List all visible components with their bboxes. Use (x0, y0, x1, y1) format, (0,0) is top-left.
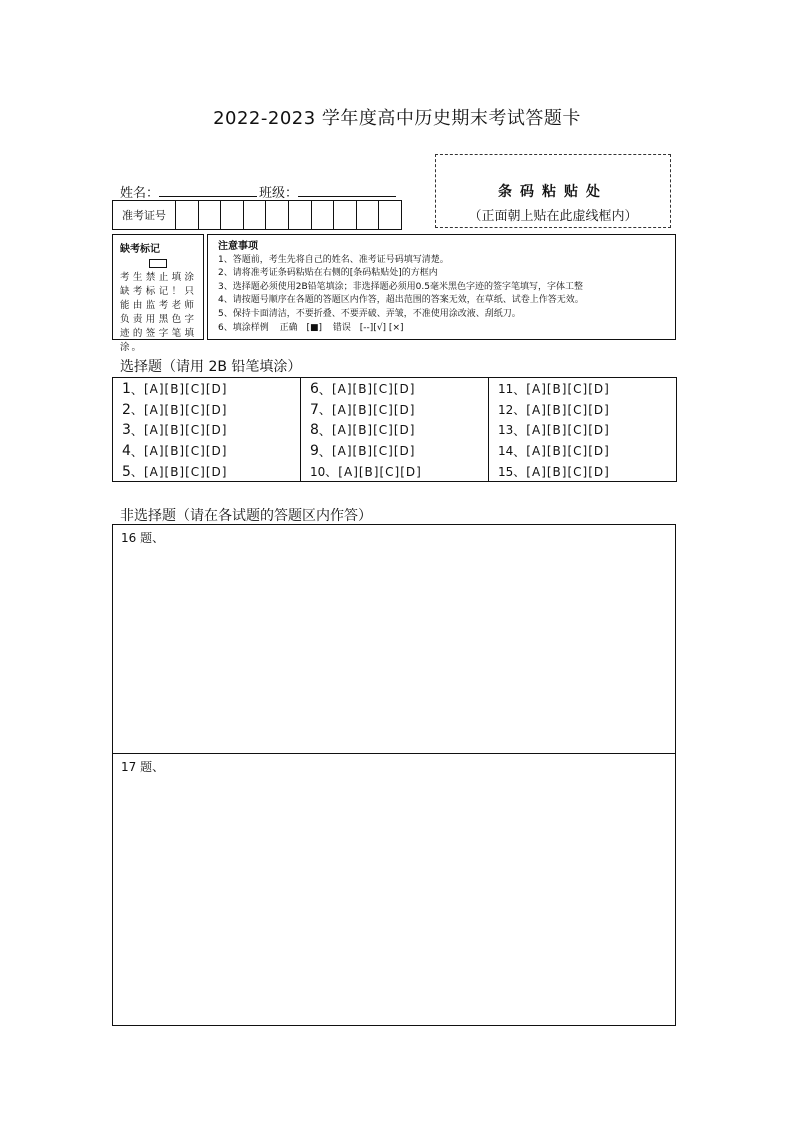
notes-item: 1、答题前，考生先将自己的姓名、准考证号码填写清楚。 (218, 254, 449, 265)
exam-id-cell[interactable] (176, 201, 199, 229)
answer-box-q17[interactable] (113, 754, 675, 1025)
question-separator: 、 (513, 403, 527, 418)
wrong-label: 错误 (332, 322, 351, 333)
question-number: 2 (122, 401, 131, 418)
answer-options[interactable]: [A][B][C][D] (143, 423, 228, 438)
exam-id-row (112, 200, 402, 230)
choice-column (113, 378, 301, 481)
exam-id-cell[interactable] (312, 201, 335, 229)
name-field[interactable] (159, 184, 257, 197)
question-number: 9 (310, 443, 319, 460)
exam-id-cell[interactable] (221, 201, 244, 229)
question-separator: 、 (318, 382, 332, 397)
notes-item: 2、请将准考证条码粘贴在右侧的[条码粘贴处]的方框内 (218, 268, 438, 279)
choice-column (489, 378, 676, 481)
answer-options[interactable]: [A][B][C][D] (143, 402, 228, 417)
student-info-line (120, 182, 396, 201)
question-label: 17 题、 (121, 760, 165, 774)
question-separator: 、 (513, 423, 527, 438)
question-number: 15 (498, 464, 514, 479)
choice-item (301, 379, 488, 400)
barcode-note: （正面朝上贴在此虚线框内） (468, 209, 638, 224)
answer-options[interactable]: [A][B][C][D] (331, 444, 416, 459)
choice-item (489, 420, 676, 441)
exam-id-cell[interactable] (334, 201, 357, 229)
choice-item (489, 379, 676, 400)
answer-options[interactable]: [A][B][C][D] (331, 423, 416, 438)
exam-id-cell[interactable] (244, 201, 267, 229)
question-separator: 、 (130, 444, 144, 459)
question-number: 11 (498, 382, 514, 397)
answer-options[interactable]: [A][B][C][D] (331, 382, 416, 397)
question-number: 10 (310, 464, 326, 479)
question-separator: 、 (325, 465, 339, 480)
exam-id-cell[interactable] (289, 201, 312, 229)
choice-item (113, 441, 300, 462)
choice-item (301, 420, 488, 441)
question-number: 13 (498, 423, 514, 438)
page-title: 2022-2023 学年度高中历史期末考试答题卡 (213, 108, 581, 129)
answer-options[interactable]: [A][B][C][D] (526, 423, 610, 438)
notes-box (207, 234, 676, 340)
question-number: 8 (310, 422, 319, 439)
question-separator: 、 (130, 382, 144, 397)
question-label: 16 题、 (121, 531, 165, 545)
fill-sample-row (218, 322, 665, 336)
question-number: 4 (122, 443, 131, 460)
nonchoice-section-label: 非选择题（请在各试题的答题区内作答） (120, 508, 372, 524)
choice-item (489, 400, 676, 421)
question-number: 7 (310, 401, 319, 418)
barcode-title: 条码粘贴处 (498, 184, 608, 200)
question-separator: 、 (513, 382, 527, 397)
choice-column (301, 378, 489, 481)
notes-item: 4、请按题号顺序在各题的答题区内作答，超出范围的答案无效，在草纸、试卷上作答无效。 (218, 295, 584, 306)
choice-item (113, 400, 300, 421)
question-separator: 、 (130, 423, 144, 438)
answer-options[interactable]: [A][B][C][D] (526, 382, 610, 397)
question-separator: 、 (130, 403, 144, 418)
notes-item: 5、保持卡面清洁，不要折叠、不要弄破、弄皱，不准使用涂改液、刮纸刀。 (218, 308, 521, 319)
choice-item (113, 420, 300, 441)
answer-options[interactable]: [A][B][C][D] (526, 464, 610, 479)
question-number: 5 (122, 463, 131, 480)
answer-options[interactable]: [A][B][C][D] (143, 464, 228, 479)
question-separator: 、 (318, 444, 332, 459)
choice-section-label: 选择题（请用 2B 铅笔填涂） (120, 359, 302, 375)
answer-box-q16[interactable] (113, 525, 675, 754)
answer-options[interactable]: [A][B][C][D] (526, 444, 610, 459)
choice-item (301, 400, 488, 421)
absence-mark-box (112, 234, 204, 353)
fill-sample-label: 6、填涂样例 (218, 322, 269, 333)
choice-item (301, 441, 488, 462)
choice-item (113, 379, 300, 400)
question-number: 3 (122, 422, 131, 439)
question-number: 14 (498, 444, 514, 459)
choice-item (113, 461, 300, 482)
answer-options[interactable]: [A][B][C][D] (331, 402, 416, 417)
class-label: 班级： (259, 186, 299, 201)
choice-item (301, 461, 488, 482)
question-number: 6 (310, 381, 319, 398)
choice-item (489, 441, 676, 462)
nonchoice-answer-area (112, 524, 676, 1026)
question-separator: 、 (318, 423, 332, 438)
wrong-mark: [--][√] [×] (359, 322, 404, 333)
exam-id-cell[interactable] (266, 201, 289, 229)
notes-item: 3、选择题必须使用2B铅笔填涂；非选择题必须用0.5毫米黑色字迹的签字笔填写，字体工整 (218, 281, 583, 292)
class-field[interactable] (298, 184, 396, 197)
answer-options[interactable]: [A][B][C][D] (526, 402, 610, 417)
choice-item (489, 461, 676, 482)
exam-id-cell[interactable] (199, 201, 222, 229)
answer-options[interactable]: [A][B][C][D] (143, 382, 228, 397)
correct-mark: [■] (306, 322, 323, 333)
exam-id-label: 准考证号 (113, 201, 176, 229)
answer-options[interactable]: [A][B][C][D] (338, 464, 422, 479)
question-separator: 、 (130, 465, 144, 480)
barcode-area (435, 154, 671, 228)
question-separator: 、 (318, 403, 332, 418)
question-separator: 、 (513, 465, 527, 480)
absence-title: 缺考标记 (120, 244, 160, 255)
absence-checkbox[interactable] (149, 259, 167, 268)
exam-id-cell[interactable] (357, 201, 380, 229)
choice-answer-grid (112, 377, 677, 482)
notes-title: 注意事项 (218, 241, 258, 252)
absence-instructions: 考生禁止填涂缺考标记！只能由监考老师负责用黑色字迹的签字笔填涂。 (120, 272, 196, 353)
correct-label: 正确 (279, 322, 298, 333)
answer-options[interactable]: [A][B][C][D] (143, 444, 228, 459)
question-number: 12 (498, 402, 514, 417)
name-label: 姓名： (120, 186, 160, 201)
exam-id-cell[interactable] (379, 201, 401, 229)
question-separator: 、 (513, 444, 527, 459)
question-number: 1 (122, 381, 131, 398)
